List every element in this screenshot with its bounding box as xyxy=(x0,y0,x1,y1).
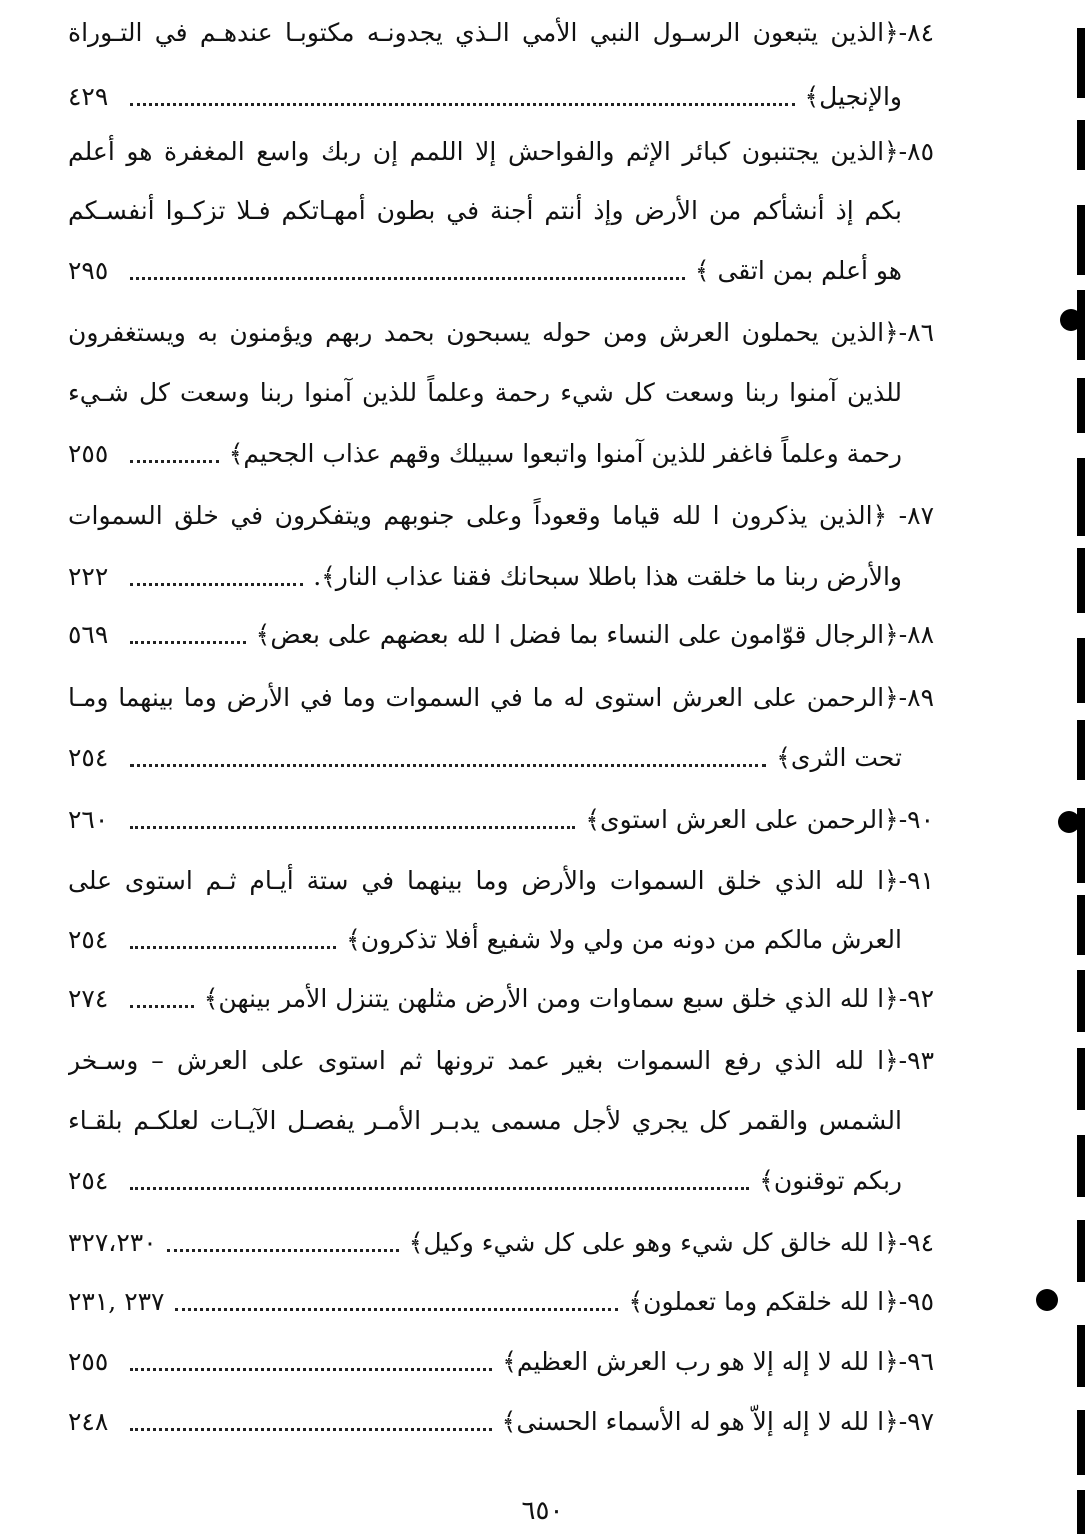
page-ref-88: ٥٦٩ xyxy=(68,619,109,649)
binder-mark xyxy=(1077,720,1085,780)
page-ref-87: ٢٢٢ xyxy=(68,561,109,591)
leader-dots xyxy=(130,583,303,586)
binder-mark xyxy=(1077,458,1085,536)
entry-89-line-2: تحت الثرى﴾ ٢٥٤ xyxy=(68,742,902,772)
entry-93-line-3: ربكم توقنون﴾ ٢٥٤ xyxy=(68,1165,902,1195)
leader-dots xyxy=(130,946,336,949)
page-ref-85: ٢٩٥ xyxy=(68,255,109,285)
page-ref-92: ٢٧٤ xyxy=(68,983,109,1013)
page-ref-95: ٢٣٧ ,٢٣١ xyxy=(68,1286,165,1316)
entry-85-line-2: بكم إذ أنشأكم من الأرض وإذ أنتم أجنة في بطون أمهـاتكم فـلا تزكـوا أنفسـكم xyxy=(68,195,902,225)
page-ref-84: ٤٢٩ xyxy=(68,81,109,111)
binder-mark xyxy=(1077,1220,1085,1282)
entry-85-line-1: ٨٥-﴿الذين يجتنبون كبائر الإثم والفواحش إلا اللمم إن ربك واسع المغفرة هو أعلم xyxy=(68,136,934,166)
leader-dots xyxy=(130,1428,492,1431)
binder-mark xyxy=(1077,1325,1085,1387)
entry-85-line-3: هو أعلم بمن اتقى ﴾ ٢٩٥ xyxy=(68,255,902,285)
binder-mark xyxy=(1077,378,1085,433)
page-ref-93: ٢٥٤ xyxy=(68,1165,109,1195)
page-ref-91: ٢٥٤ xyxy=(68,924,109,954)
entry-96-line-1: ٩٦-﴿ا لله لا إله إلا هو رب العرش العظيم﴾ ٢٥٥ xyxy=(68,1346,934,1376)
entry-93-line-2: الشمس والقمر كل يجري لأجل مسمى يدبـر الأمـر يفصـل الآيـات لعلكـم بلقـاء xyxy=(68,1105,902,1135)
binder-mark xyxy=(1077,28,1085,98)
leader-dots xyxy=(130,277,685,280)
leader-dots xyxy=(167,1249,399,1252)
binder-mark xyxy=(1077,1490,1085,1534)
page-number: ٦٥٠ xyxy=(521,1496,564,1526)
leader-dots xyxy=(130,460,219,463)
page-ref-94: ٣٢٧،٢٣٠ xyxy=(68,1227,157,1257)
binder-mark xyxy=(1077,205,1085,275)
leader-dots xyxy=(130,641,246,644)
binder-mark xyxy=(1077,895,1085,955)
punch-hole xyxy=(1036,1289,1058,1311)
binder-mark xyxy=(1077,1410,1085,1475)
punch-hole xyxy=(1060,309,1082,331)
page-ref-96: ٢٥٥ xyxy=(68,1346,109,1376)
punch-hole xyxy=(1058,811,1080,833)
page-ref-90: ٢٦٠ xyxy=(68,804,109,834)
leader-dots xyxy=(130,1368,492,1371)
leader-dots xyxy=(130,1005,194,1008)
binder-mark xyxy=(1077,120,1085,170)
binder-mark xyxy=(1077,1135,1085,1197)
entry-91-line-2: العرش مالكم من دونه من ولي ولا شفيع أفلا تذكرون﴾ ٢٥٤ xyxy=(68,924,902,954)
page-ref-86: ٢٥٥ xyxy=(68,438,109,468)
entry-93-line-1: ٩٣-﴿ا لله الذي رفع السموات بغير عمد ترونها ثم استوى على العرش – وسـخر xyxy=(68,1045,934,1075)
entry-94-line-1: ٩٤-﴿ا لله خالق كل شيء وهو على كل شيء وكيل﴾ ٣٢٧،٢٣٠ xyxy=(68,1227,934,1257)
entry-90-line-1: ٩٠-﴿الرحمن على العرش استوى﴾ ٢٦٠ xyxy=(68,804,934,834)
page-ref-97: ٢٤٨ xyxy=(68,1406,109,1436)
leader-dots xyxy=(130,103,795,106)
binder-mark xyxy=(1077,638,1085,703)
entry-92-line-1: ٩٢-﴿ا لله الذي خلق سبع سماوات ومن الأرض مثلهن يتنزل الأمر بينهن﴾ ٢٧٤ xyxy=(68,983,934,1013)
binder-mark xyxy=(1077,548,1085,613)
entry-84-line-2: والإنجيل﴾ ٤٢٩ xyxy=(68,81,902,111)
leader-dots xyxy=(175,1308,619,1311)
entry-87-line-1: ٨٧- ﴿الذين يذكرون ا لله قياما وقعوداً وعلى جنوبهم ويتفكرون في خلق السموات xyxy=(68,500,934,530)
entry-87-line-2: والأرض ربنا ما خلقت هذا باطلا سبحانك فقنا عذاب النار﴾. ٢٢٢ xyxy=(68,561,902,591)
page-ref-89: ٢٥٤ xyxy=(68,742,109,772)
entry-91-line-1: ٩١-﴿ا لله الذي خلق السموات والأرض وما بينهما في ستة أيـام ثـم استوى على xyxy=(68,865,934,895)
binder-mark xyxy=(1077,1048,1085,1110)
entry-84-line-1: ٨٤-﴿الذين يتبعون الرسـول النبي الأمي الـذي يجدونـه مكتوبـا عندهـم في التـوراة xyxy=(68,17,934,47)
leader-dots xyxy=(130,764,766,767)
entry-97-line-1: ٩٧-﴿ا لله لا إله إلاّ هو له الأسماء الحسنى﴾ ٢٤٨ xyxy=(68,1406,934,1436)
entry-86-line-1: ٨٦-﴿الذين يحملون العرش ومن حوله يسبحون بحمد ربهم ويؤمنون به ويستغفرون xyxy=(68,317,934,347)
entry-95-line-1: ٩٥-﴿ا لله خلقكم وما تعملون﴾ ٢٣٧ ,٢٣١ xyxy=(68,1286,934,1316)
binder-mark xyxy=(1077,970,1085,1032)
entry-89-line-1: ٨٩-﴿الرحمن على العرش استوى له ما في السموات وما في الأرض وما بينهما ومـا xyxy=(68,682,934,712)
entry-88-line-1: ٨٨-﴿الرجال قوّامون على النساء بما فضل ا لله بعضهم على بعض﴾ ٥٦٩ xyxy=(68,619,934,649)
entry-86-line-2: للذين آمنوا ربنا وسعت كل شيء رحمة وعلماً للذين آمنوا ربنا وسعت كل شـيء xyxy=(68,377,902,407)
leader-dots xyxy=(130,1187,749,1190)
entry-86-line-3: رحمة وعلماً فاغفر للذين آمنوا واتبعوا سبيلك وقهم عذاب الجحيم﴾ ٢٥٥ xyxy=(68,438,902,468)
leader-dots xyxy=(130,826,575,829)
